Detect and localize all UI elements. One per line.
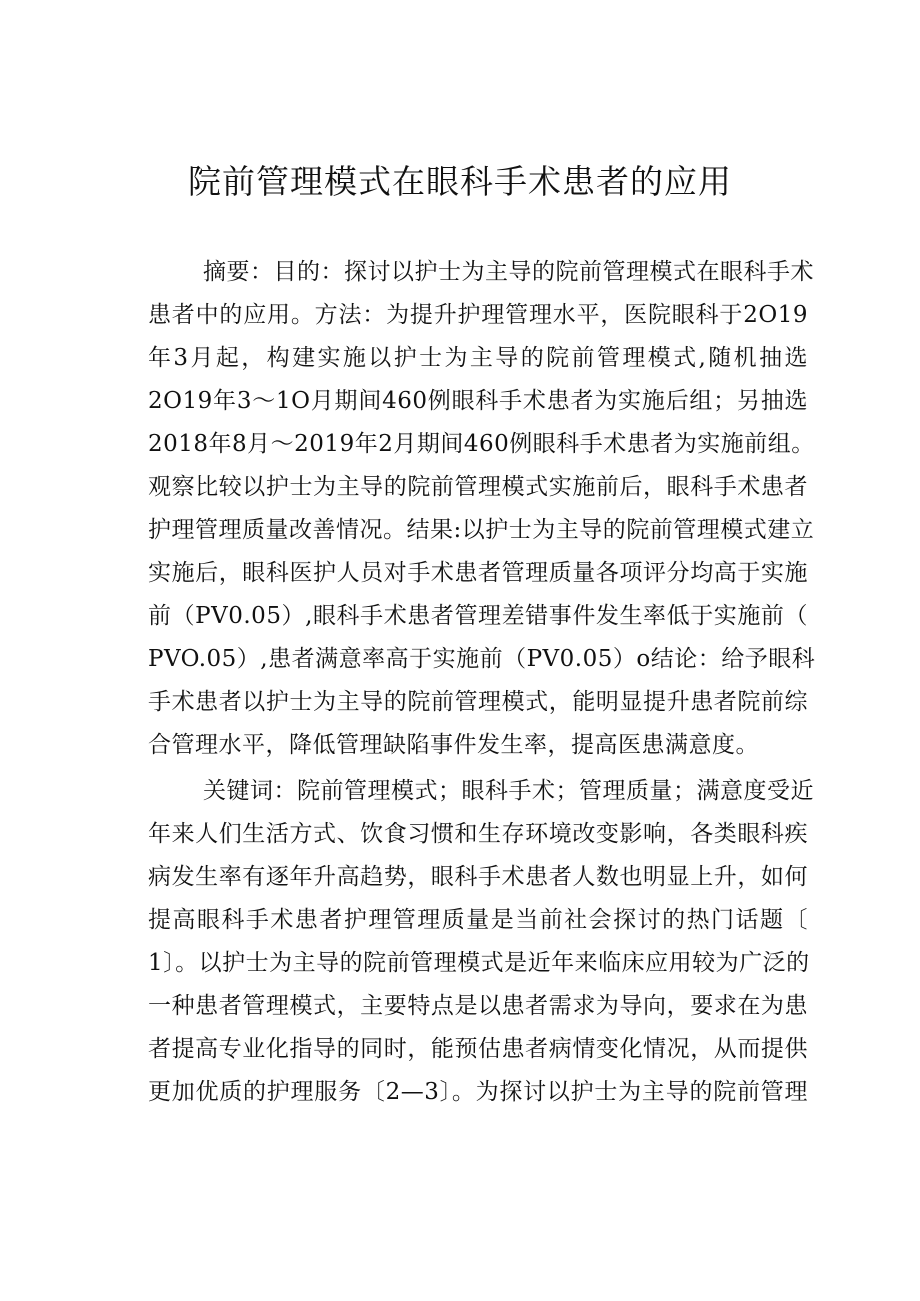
abstract-line: 护理管理质量改善情况。结果:以护士为主导的院前管理模式建立 [148, 517, 815, 543]
body-line: 1〕。以护士为主导的院前管理模式是近年来临床应用较为广泛的 [148, 950, 810, 976]
page-title: 院前管理模式在眼科手术患者的应用 [188, 162, 732, 201]
abstract-line: 摘要：目的：探讨以护士为主导的院前管理模式在眼科手术 [203, 259, 814, 285]
body-line: 更加优质的护理服务〔2—3〕。为探讨以护士为主导的院前管理 [148, 1079, 808, 1105]
body-line: 一种患者管理模式，主要特点是以患者需求为导向，要求在为患 [148, 993, 808, 1019]
abstract-line: 2O19年3～1O月期间460例眼科手术患者为实施后组；另抽选 [148, 388, 808, 414]
abstract-line: 合管理水平，降低管理缺陷事件发生率，提高医患满意度。 [148, 732, 759, 758]
abstract-line: 年3月起，构建实施以护士为主导的院前管理模式,随机抽选 [148, 345, 808, 371]
body-line: 者提高专业化指导的同时，能预估患者病情变化情况，从而提供 [148, 1036, 808, 1062]
body-line: 关键词：院前管理模式；眼科手术；管理质量；满意度受近 [203, 778, 814, 804]
body-line: 病发生率有逐年升高趋势，眼科手术患者人数也明显上升，如何 [148, 864, 808, 890]
abstract-line: PVO.05）,患者满意率高于实施前（PV0.05）o结论：给予眼科 [148, 646, 816, 672]
body-line: 年来人们生活方式、饮食习惯和生存环境改变影响，各类眼科疾 [148, 821, 808, 847]
abstract-line: 前（PV0.05）,眼科手术患者管理差错事件发生率低于实施前（ [148, 603, 808, 629]
abstract-line: 观察比较以护士为主导的院前管理模式实施前后，眼科手术患者 [148, 474, 808, 500]
abstract-line: 手术患者以护士为主导的院前管理模式，能明显提升患者院前综 [148, 689, 808, 715]
abstract-line: 实施后，眼科医护人员对手术患者管理质量各项评分均高于实施 [148, 560, 808, 586]
abstract-line: 患者中的应用。方法：为提升护理管理水平，医院眼科于2O19 [148, 302, 808, 328]
abstract-line: 2018年8月～2019年2月期间460例眼科手术患者为实施前组。 [148, 431, 815, 457]
body-line: 提高眼科手术患者护理管理质量是当前社会探讨的热门话题〔 [148, 907, 808, 933]
